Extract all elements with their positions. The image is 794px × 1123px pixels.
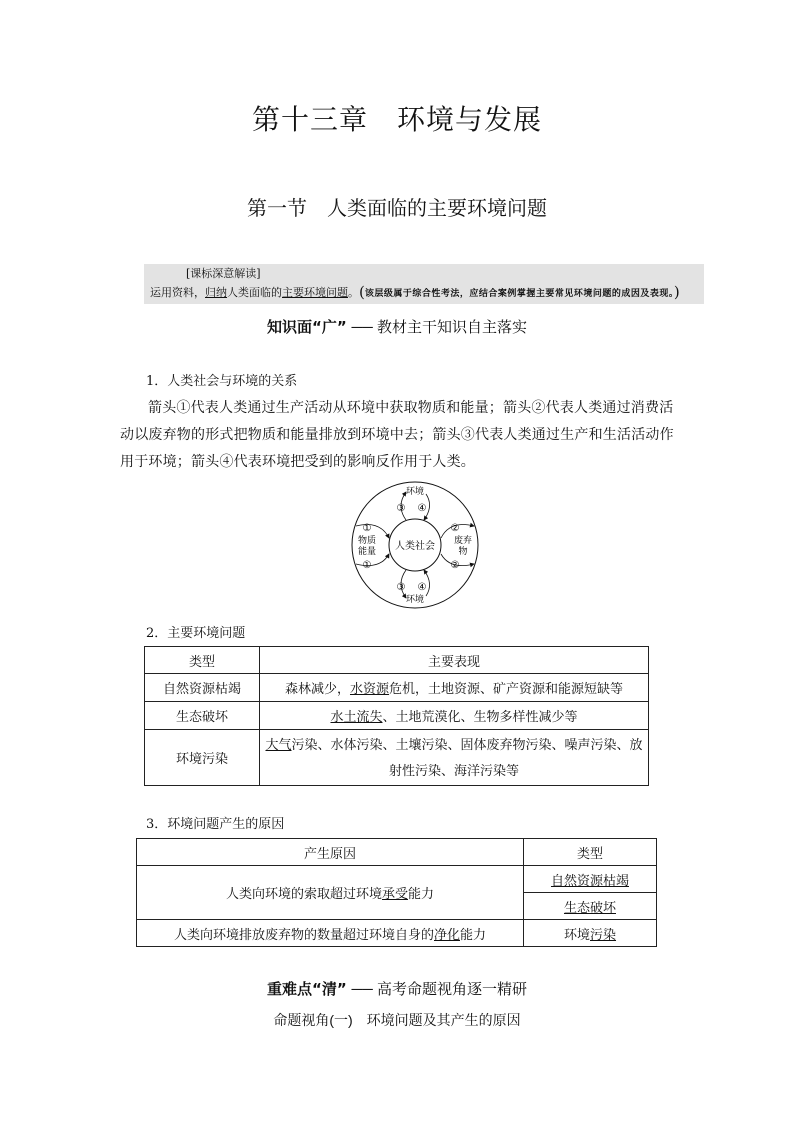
section-2-title: 2．主要环境问题: [146, 626, 246, 641]
num-1-top: ①: [362, 523, 372, 534]
note-paren-close: ): [673, 283, 680, 301]
underlined-text: 大气: [265, 736, 292, 752]
text: 环境: [563, 926, 590, 942]
num-3-bottom: ③: [396, 582, 406, 593]
curriculum-label: [课标深意解读]: [186, 267, 261, 280]
underlined-text: 净化: [433, 926, 460, 942]
table-header-row: [145, 647, 649, 674]
table-row: [137, 866, 657, 893]
section-1-title: 1．人类社会与环境的关系: [146, 374, 298, 389]
chapter-title: 第十三章 环境与发展: [251, 103, 542, 136]
knowledge-heading-bold: 知识面“广”: [267, 318, 347, 336]
row-manifestation: [260, 702, 649, 730]
type-1b: [524, 893, 657, 920]
underlined-text: 水土流失: [330, 709, 383, 724]
underlined-text: 承受: [381, 886, 408, 901]
table-row: [145, 730, 649, 786]
curriculum-note: 该层级属于综合性考法，应结合案例掌握主要常见环境问题的成因及表现。: [364, 289, 674, 299]
row-manifestation: [260, 674, 649, 702]
table-header-row: [137, 839, 657, 866]
req-text-mid: 人类面临的: [227, 286, 282, 299]
curriculum-requirement: [150, 284, 680, 301]
num-3-top: ③: [396, 503, 406, 514]
knowledge-heading: [0, 316, 794, 337]
type-2: [524, 920, 657, 947]
center-label: 人类社会: [395, 541, 435, 552]
cause-1: [137, 866, 524, 920]
row-type: 生态破坏: [145, 702, 260, 730]
text: 危机，土地资源、矿产资源和能源短缺等: [389, 681, 624, 696]
num-4-bottom: ④: [417, 582, 427, 593]
num-2-top: ②: [450, 523, 460, 534]
req-text: 运用资料，: [150, 286, 205, 299]
table-row: [145, 674, 649, 702]
header-manifestation: 主要表现: [260, 647, 649, 674]
section-1-paragraph: 箭头①代表人类通过生产活动从环境中获取物质和能量；箭头②代表人类通过消费活动以废弃物的形式把物质和能量排放到环境中去；箭头③代表人类通过生产和生活活动作用于环境；箭头④代表环境把受到的影响反作用于人类。: [120, 400, 674, 470]
num-4-top: ④: [417, 503, 427, 514]
left-label-2: 能量: [357, 546, 377, 556]
type-1a: [524, 866, 657, 893]
underlined-text: 自然资源枯竭: [550, 872, 629, 888]
top-env-label: 环境: [405, 486, 425, 496]
curriculum-box: [144, 264, 704, 304]
row-type: 环境污染: [145, 730, 260, 786]
environment-problems-table: [144, 646, 649, 786]
table-row: [145, 702, 649, 730]
note-paren-open: (: [359, 283, 365, 301]
header-type: 类型: [524, 839, 657, 866]
row-type: 自然资源枯竭: [145, 674, 260, 702]
section-title: 第一节 人类面临的主要环境问题: [247, 196, 547, 220]
cause-2: [137, 920, 524, 947]
underlined-text: 污染: [590, 926, 617, 942]
req-underlined-verb: 归纳: [205, 286, 227, 299]
angle-title: 命题视角(一) 环境问题及其产生的原因: [273, 1012, 521, 1028]
req-text-end: 。: [348, 286, 359, 299]
causes-table: [136, 838, 657, 947]
text: 、土地荒漠化、生物多样性减少等: [382, 709, 578, 724]
underlined-text: 水资源: [349, 681, 389, 696]
text: 森林减少，: [284, 681, 350, 696]
text: 人类向环境排放废弃物的数量超过环境自身的: [173, 926, 434, 942]
text: 人类向环境的索取超过环境: [225, 886, 382, 901]
req-underlined-topic: 主要环境问题: [282, 286, 348, 299]
num-1-bottom: ①: [362, 560, 372, 571]
table-row: [137, 920, 657, 947]
left-label-1: 物质: [357, 535, 377, 545]
header-type: 类型: [145, 647, 260, 674]
text: 污染、水体污染、土壤污染、固体废弃物污染、噪声污染、放射性污染、海洋污染等: [291, 736, 643, 778]
difficulty-heading: [0, 978, 794, 999]
num-2-bottom: ②: [450, 560, 460, 571]
right-label-2: 物: [458, 546, 468, 556]
knowledge-heading-rest: ── 教材主干知识自主落实: [351, 319, 527, 336]
difficulty-heading-bold: 重难点“清”: [267, 980, 347, 998]
society-environment-diagram: [340, 480, 490, 610]
section-3-title: 3．环境问题产生的原因: [146, 817, 285, 832]
text: 能力: [408, 886, 435, 901]
bottom-env-label: 环境: [405, 594, 425, 604]
right-label-1: 废弃: [453, 535, 473, 545]
difficulty-heading-rest: ── 高考命题视角逐一精研: [351, 981, 527, 998]
row-manifestation: [260, 730, 649, 786]
underlined-text: 生态破坏: [563, 899, 616, 915]
text: 能力: [460, 926, 487, 942]
header-cause: 产生原因: [137, 839, 524, 866]
